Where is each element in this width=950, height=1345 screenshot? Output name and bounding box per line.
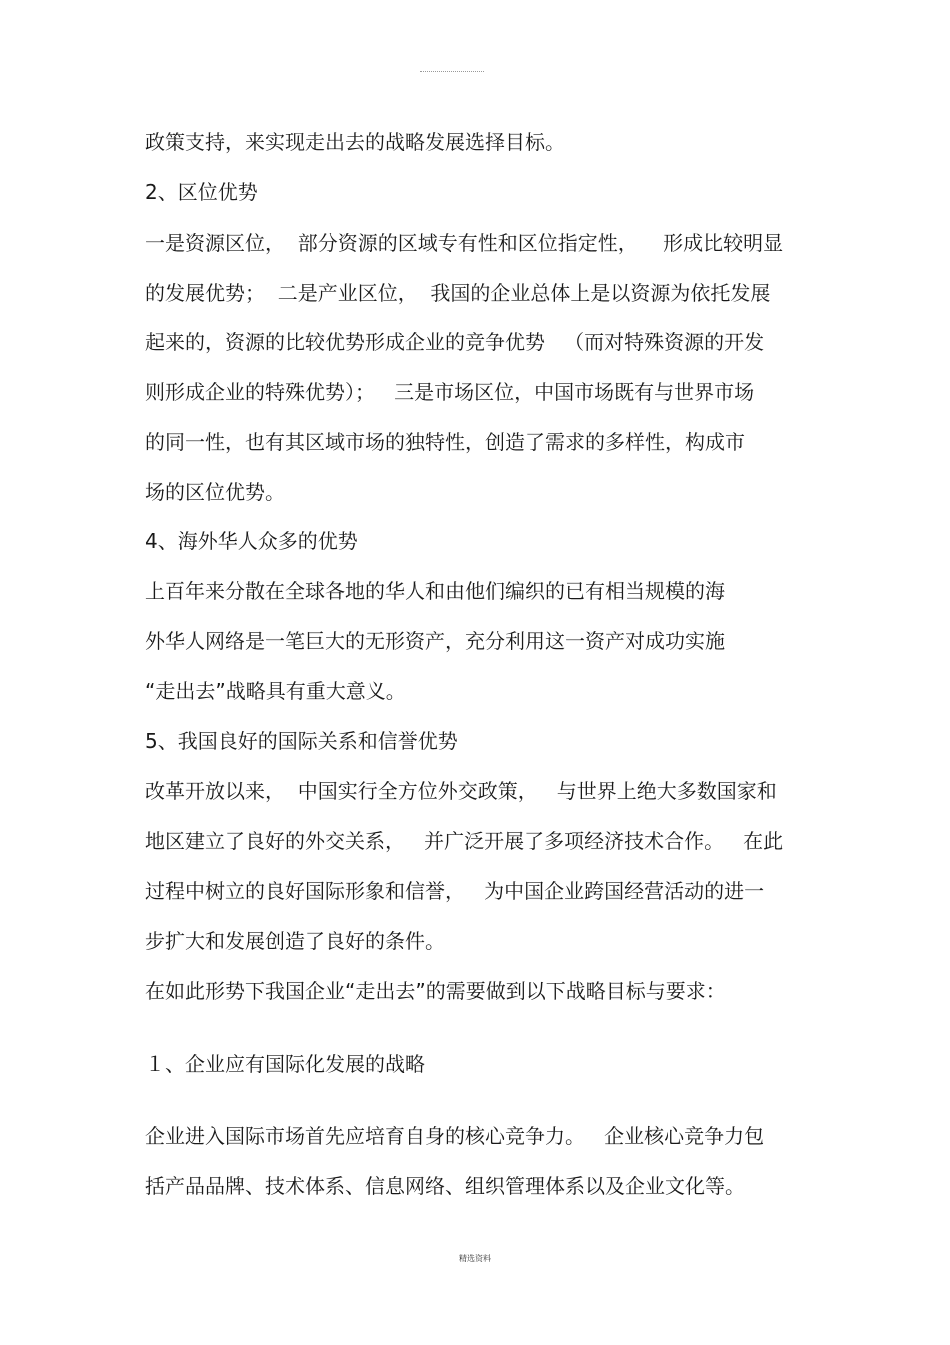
paragraph-line: 改革开放以来， 中国实行全方位外交政策， 与世界上绝大多数国家和 [145,779,777,803]
section-heading: 5、我国良好的国际关系和信誉优势 [145,729,458,753]
paragraph-line: 则形成企业的特殊优势）； 三是市场区位，中国市场既有与世界市场 [145,380,755,404]
paragraph-line: “走出去”战略具有重大意义。 [145,679,406,703]
paragraph-line: 在如此形势下我国企业“走出去”的需要做到以下战略目标与要求： [145,979,726,1003]
header-divider [420,71,484,72]
paragraph-line: 过程中树立的良好国际形象和信誉， 为中国企业跨国经营活动的进一 [145,879,765,903]
section-heading: 2、区位优势 [145,180,258,204]
section-heading: 4、海外华人众多的优势 [145,529,358,553]
paragraph-line: 起来的，资源的比较优势形成企业的竞争优势 （而对特殊资源的开发 [145,330,765,354]
paragraph-line: 上百年来分散在全球各地的华人和由他们编织的已有相当规模的海 [145,579,725,603]
paragraph-line: 场的区位优势。 [145,480,285,504]
paragraph-line: 的发展优势； 二是产业区位， 我国的企业总体上是以资源为依托发展 [145,281,771,305]
paragraph-line: 地区建立了良好的外交关系， 并广泛开展了多项经济技术合作。 在此 [145,829,784,853]
paragraph-line: 括产品品牌、技术体系、信息网络、组织管理体系以及企业文化等。 [145,1174,745,1198]
paragraph-line: 政策支持，来实现走出去的战略发展选择目标。 [145,130,565,154]
paragraph-line: 一是资源区位， 部分资源的区域专有性和区位指定性， 形成比较明显 [145,231,784,255]
paragraph-line: 的同一性，也有其区域市场的独特性，创造了需求的多样性，构成市 [145,430,745,454]
paragraph-line: 外华人网络是一笔巨大的无形资产，充分利用这一资产对成功实施 [145,629,725,653]
page-footer: 精选资料 [459,1254,491,1263]
paragraph-line: 步扩大和发展创造了良好的条件。 [145,929,445,953]
section-heading: １、企业应有国际化发展的战略 [145,1052,425,1076]
paragraph-line: 企业进入国际市场首先应培育自身的核心竞争力。 企业核心竞争力包 [145,1124,765,1148]
